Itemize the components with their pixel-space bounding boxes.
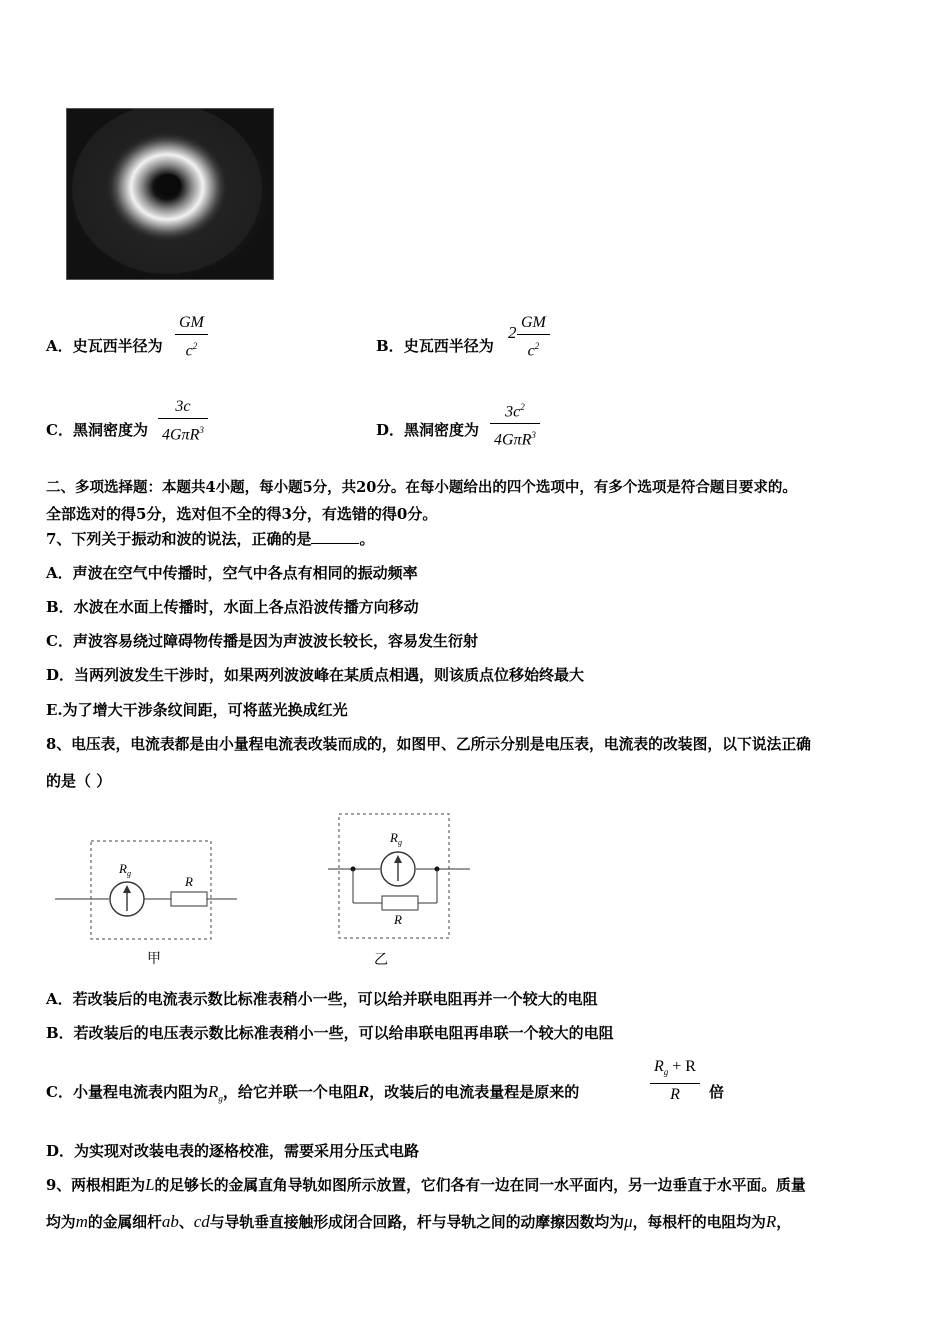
- q6-d-fraction: [490, 396, 540, 452]
- q7-option-d[interactable]: D．当两列波发生干涉时，如果两列波波峰在某质点相遇，则该质点位移始终最大: [46, 666, 585, 684]
- section2-heading: 二、多项选择题：本题共4小题，每小题5分，共20分。在每小题给出的四个选项中，有多个选项是符合题目要求的。: [46, 479, 797, 496]
- q8-option-b[interactable]: B．若改装后的电压表示数比标准表稍小一些，可以给串联电阻再串联一个较大的电阻: [46, 1024, 614, 1042]
- section2-subheading: 全部选对的得5分，选对但不全的得3分，有选错的得0分。: [46, 505, 438, 523]
- q8-option-c[interactable]: C．小量程电流表内阻为$R_g$，给它并联一个电阻R，改装后的电流表量程是原来的: [46, 1082, 580, 1104]
- q7-stem: 7、下列关于振动和波的说法，正确的是 。: [46, 530, 375, 548]
- q7-option-a[interactable]: A．声波在空气中传播时，空气中各点有相同的振动频率: [46, 564, 418, 582]
- black-hole-illustration: [67, 109, 273, 279]
- figure-caption-yi: 乙: [374, 953, 388, 968]
- fraction-denominator: R: [670, 1086, 680, 1104]
- q6-option-c[interactable]: [46, 420, 148, 440]
- fraction-denominator: $c^2$: [185, 341, 198, 360]
- option-text: 黑洞密度为: [72, 421, 148, 439]
- option-text: 黑洞密度为: [404, 421, 480, 439]
- q8-option-d[interactable]: D．为实现对改装电表的逐格校准，需要采用分压式电路: [46, 1142, 420, 1160]
- option-label: A．: [46, 337, 73, 355]
- option-label: B．: [376, 337, 404, 355]
- rg-label: $R_g$: [390, 830, 402, 847]
- q6-a-fraction: [175, 312, 208, 362]
- answer-blank[interactable]: [311, 529, 359, 544]
- fraction-denominator: 4GπR$^3$: [494, 430, 536, 449]
- q6-option-b[interactable]: [376, 336, 494, 356]
- q6-b-fraction: [517, 312, 550, 362]
- fraction-numerator: 3c: [158, 396, 208, 419]
- fraction-denominator: 4GπR$^3$: [162, 425, 204, 444]
- r-label: R: [394, 912, 402, 927]
- q9-stem-line2: 均为m的金属细杆ab、cd与导轨垂直接触形成闭合回路，杆与导轨之间的动摩擦因数均为μ，每根杆的电阻均为R，: [46, 1212, 792, 1231]
- fraction-numerator: GM: [175, 312, 208, 335]
- figure-caption-jia: 甲: [147, 952, 161, 967]
- q6-c-fraction: [158, 396, 208, 446]
- fraction-numerator: $3c^2$: [490, 396, 540, 424]
- q8-stem: 8、电压表，电流表都是由小量程电流表改装而成的，如图甲、乙所示分别是电压表，电流表的改装图，以下说法正确: [46, 736, 811, 753]
- option-text: 史瓦西半径为: [72, 337, 163, 355]
- q6-b-coefficient: 2: [508, 323, 517, 342]
- q7-option-e[interactable]: E.为了增大干涉条纹间距，可将蓝光换成红光: [46, 701, 348, 719]
- figure-yi-ammeter-circuit: [328, 812, 478, 972]
- option-text: 史瓦西半径为: [403, 337, 494, 355]
- rg-label: $R_g$: [119, 861, 131, 878]
- q7-option-b[interactable]: B．水波在水面上传播时，水面上各点沿波传播方向移动: [46, 598, 419, 616]
- q9-stem-line1: 9、两根相距为L的足够长的金属直角导轨如图所示放置，它们各有一边在同一水平面内，另一边垂直于水平面。质量: [46, 1175, 806, 1194]
- q8-option-a[interactable]: A．若改装后的电流表示数比标准表稍小一些，可以给并联电阻再并一个较大的电阻: [46, 990, 598, 1008]
- figure-jia-voltmeter-circuit: [55, 835, 245, 975]
- fraction-denominator: $c^2$: [527, 341, 540, 360]
- option-label: D．: [376, 421, 405, 439]
- q8-c-fraction: [650, 1056, 700, 1106]
- black-hole-image: [66, 108, 274, 280]
- rg-symbol: $R_g$: [207, 1082, 223, 1104]
- option-label: C．: [46, 421, 73, 439]
- fraction-numerator: GM: [517, 312, 550, 335]
- q8-c-end: 倍: [709, 1083, 725, 1101]
- fraction-numerator: $R_g + R$: [650, 1056, 700, 1084]
- q6-option-a[interactable]: [46, 336, 163, 356]
- q7-option-c[interactable]: C．声波容易绕过障碍物传播是因为声波波长较长，容易发生衍射: [46, 632, 478, 650]
- q8-stem-cont: 的是（ ）: [46, 772, 112, 790]
- q6-option-d[interactable]: [376, 420, 479, 440]
- r-label: R: [185, 874, 193, 889]
